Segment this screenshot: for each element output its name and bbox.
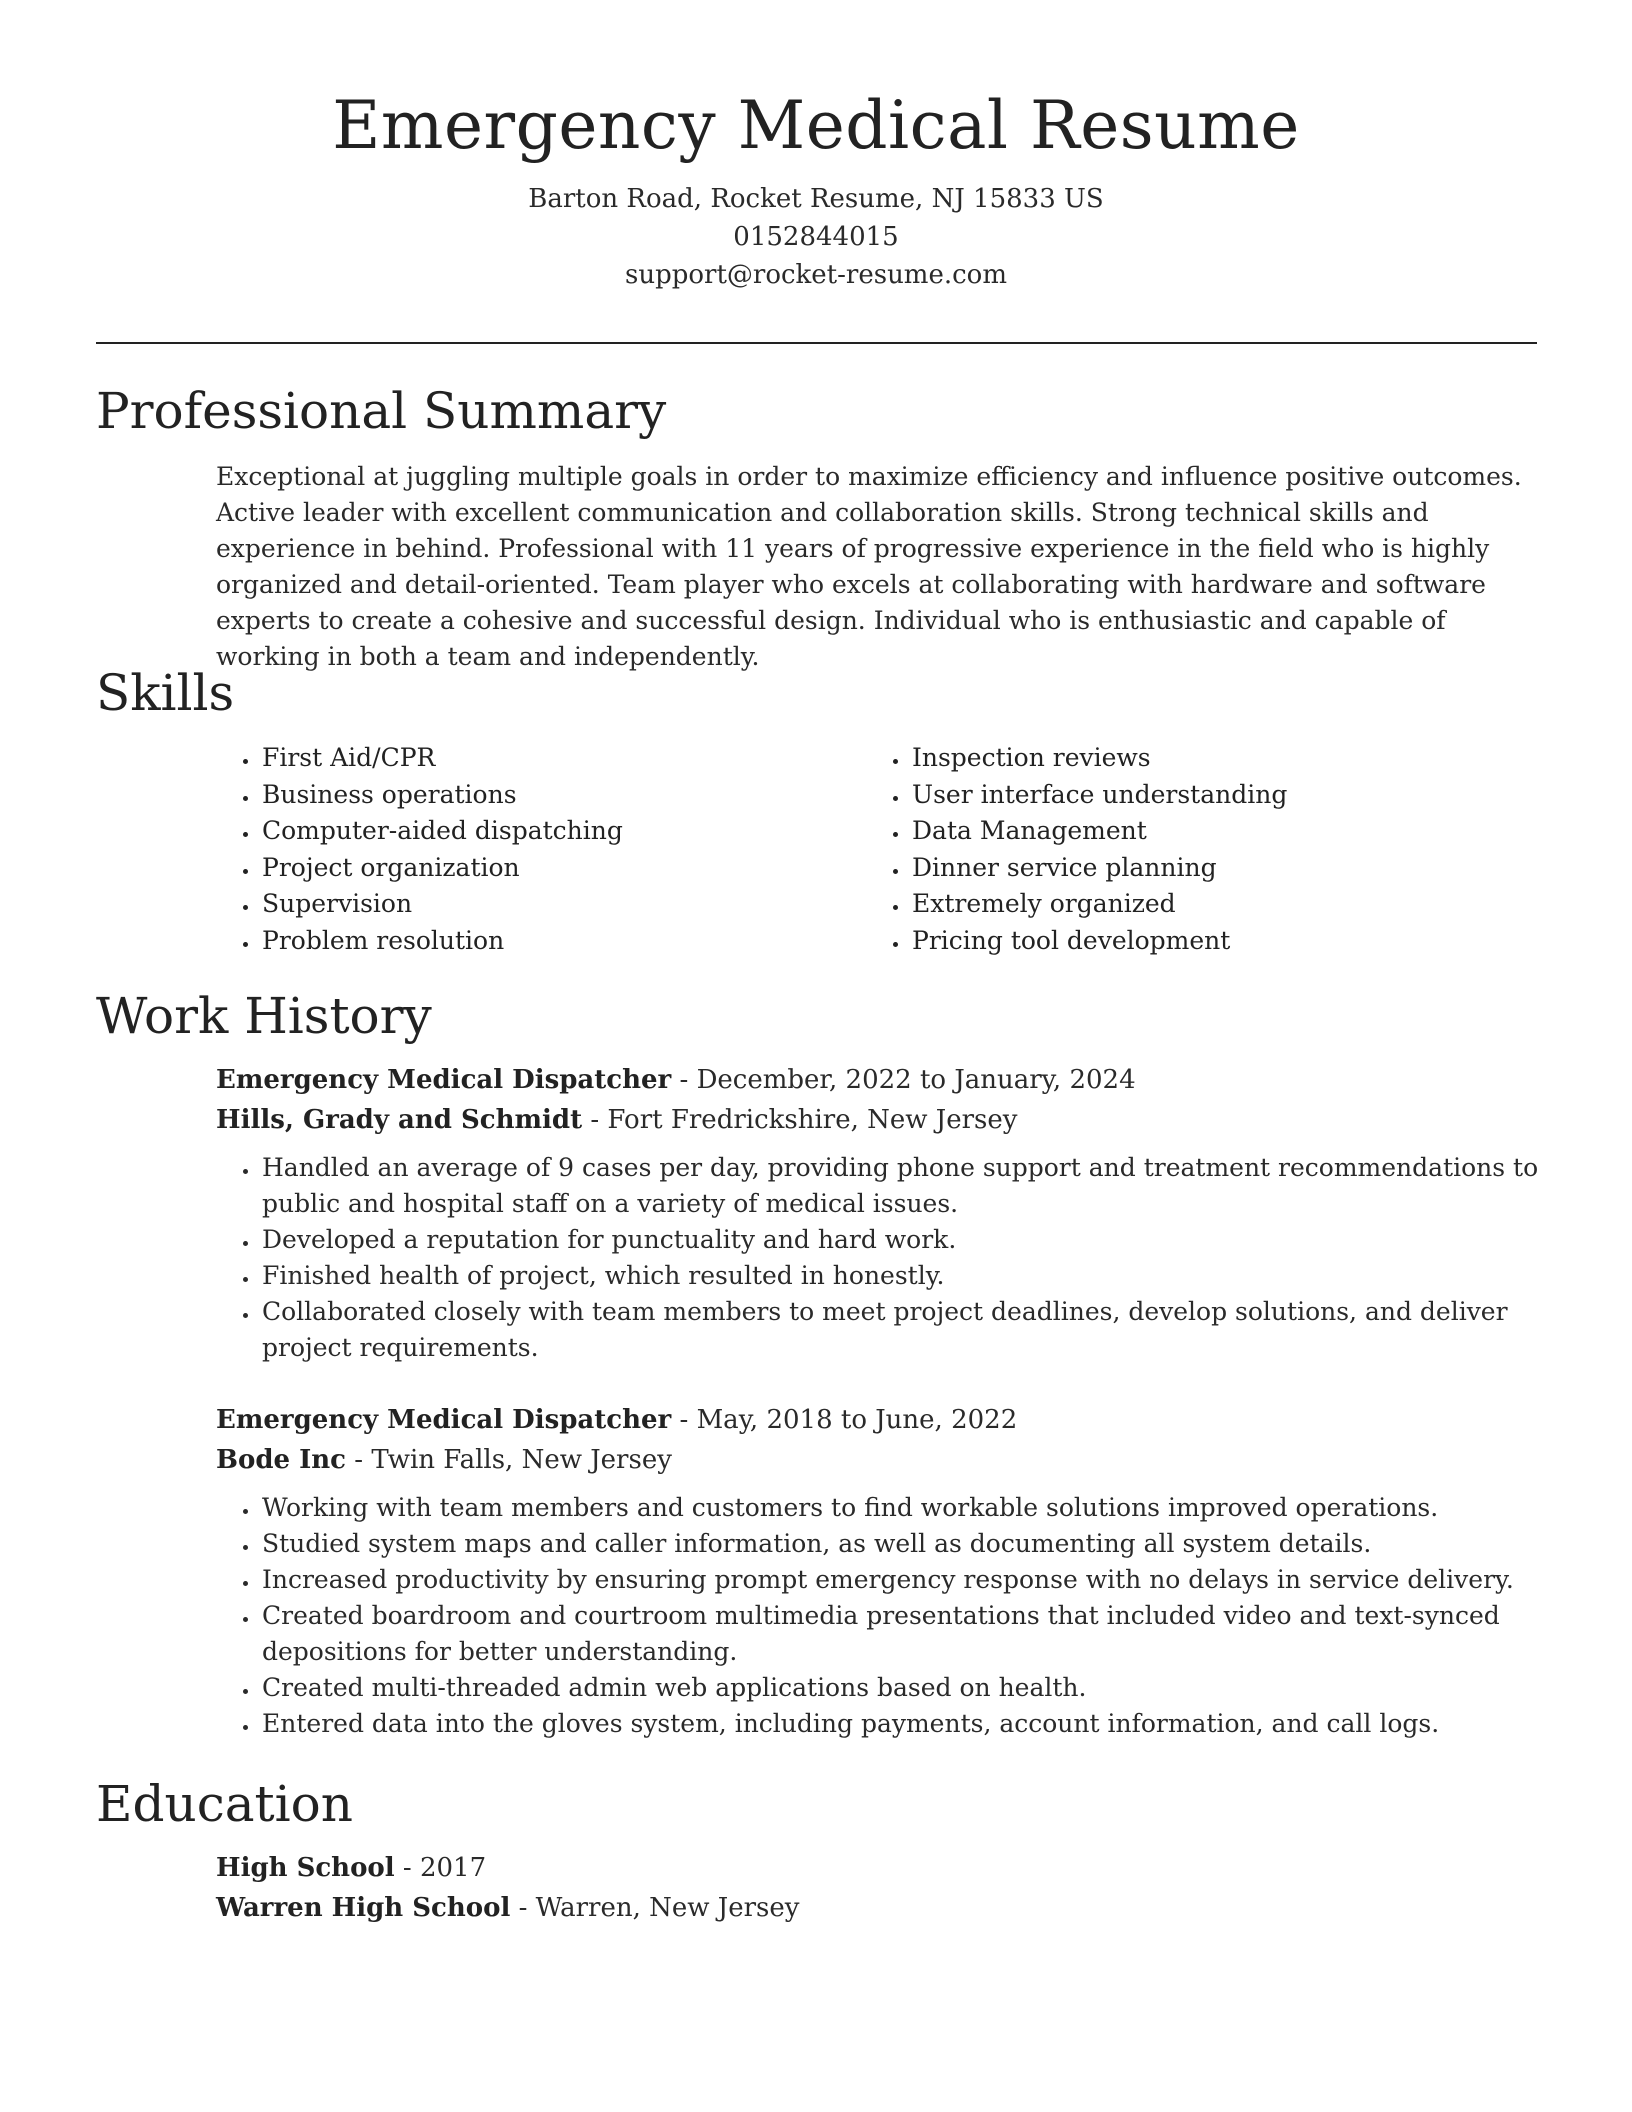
job-location: - Fort Fredrickshire, New Jersey	[582, 1105, 1018, 1135]
job-entry	[216, 1060, 1541, 1366]
skill-item: • Pricing tool development	[910, 923, 1516, 960]
contact-email: support@rocket-resume.com	[624, 260, 1007, 290]
job-bullet: • Collaborated closely with team members to meet project deadlines, develop solutions, and deliver project requirements.	[260, 1294, 1541, 1366]
job-title-line	[216, 1060, 1541, 1100]
skills-section	[216, 740, 1536, 959]
job-bullet: • Created multi-threaded admin web applications based on health.	[260, 1670, 1541, 1706]
education-degree: High School	[216, 1853, 395, 1883]
skill-item: • Business operations	[260, 777, 866, 814]
job-role: Emergency Medical Dispatcher	[216, 1405, 672, 1435]
resume-header	[0, 0, 1632, 294]
education-school: Warren High School	[216, 1893, 511, 1923]
job-title-line	[216, 1400, 1541, 1440]
skills-heading: Skills	[96, 664, 235, 722]
skill-item: • Dinner service planning	[910, 850, 1516, 887]
job-company: Hills, Grady and Schmidt	[216, 1105, 583, 1135]
skills-list-right	[866, 740, 1516, 959]
education-degree-line	[216, 1848, 1541, 1888]
job-bullet: • Entered data into the gloves system, including payments, account information, and call logs.	[260, 1706, 1541, 1742]
summary-section	[216, 459, 1541, 675]
skill-item: • Inspection reviews	[910, 740, 1516, 777]
job-company: Bode Inc	[216, 1445, 346, 1475]
work-history-heading: Work History	[96, 987, 432, 1045]
skill-item: • User interface understanding	[910, 777, 1516, 814]
skills-list-left	[216, 740, 866, 959]
job-company-line	[216, 1100, 1541, 1140]
education-location: - Warren, New Jersey	[510, 1893, 800, 1923]
education-year: - 2017	[394, 1853, 487, 1883]
resume-name: Emergency Medical Resume	[332, 87, 1300, 164]
skill-item: • Extremely organized	[910, 886, 1516, 923]
job-bullet: • Developed a reputation for punctuality and hard work.	[260, 1222, 1541, 1258]
education-entry	[216, 1848, 1541, 1928]
header-divider	[96, 342, 1537, 344]
education-heading: Education	[96, 1775, 353, 1833]
contact-address: Barton Road, Rocket Resume, NJ 15833 US	[528, 184, 1104, 214]
job-entry	[216, 1400, 1541, 1742]
job-dates: - May, 2018 to June, 2022	[671, 1405, 1018, 1435]
skill-item: • Project organization	[260, 850, 866, 887]
job-bullet: • Working with team members and customers to find workable solutions improved operations.	[260, 1490, 1541, 1526]
contact-block	[0, 180, 1632, 294]
job-dates: - December, 2022 to January, 2024	[671, 1065, 1136, 1095]
job-company-line	[216, 1440, 1541, 1480]
summary-heading: Professional Summary	[96, 382, 667, 440]
job-bullet: • Increased productivity by ensuring prompt emergency response with no delays in service delivery.	[260, 1562, 1541, 1598]
job-location: - Twin Falls, New Jersey	[346, 1445, 672, 1475]
job-bullet: • Created boardroom and courtroom multimedia presentations that included video and text-synced depositions for better understanding.	[260, 1598, 1541, 1670]
job-bullet-list	[216, 1150, 1541, 1366]
summary-text: Exceptional at juggling multiple goals in order to maximize efficiency and influence positive outcomes. Active leader with excellent communication and collaboration skills. Strong technical skills and experience in behind. Professional with 11 years of progressive experience in the field who is highly organized and detail-oriented. Team player who excels at collaborating with hardware and software experts to create a cohesive and successful design. Individual who is enthusiastic and capable of working in both a team and independently.	[216, 462, 1522, 671]
job-bullet: • Studied system maps and caller information, as well as documenting all system details.	[260, 1526, 1541, 1562]
skill-item: • Computer-aided dispatching	[260, 813, 866, 850]
skill-item: • Problem resolution	[260, 923, 866, 960]
job-bullet-list	[216, 1490, 1541, 1742]
contact-phone: 0152844015	[733, 222, 899, 252]
skill-item: • Data Management	[910, 813, 1516, 850]
job-bullet: • Finished health of project, which resulted in honestly.	[260, 1258, 1541, 1294]
skill-item: • First Aid/CPR	[260, 740, 866, 777]
education-school-line	[216, 1888, 1541, 1928]
job-role: Emergency Medical Dispatcher	[216, 1065, 672, 1095]
skill-item: • Supervision	[260, 886, 866, 923]
job-bullet: • Handled an average of 9 cases per day, providing phone support and treatment recommendations to public and hospital staff on a variety of medical issues.	[260, 1150, 1541, 1222]
